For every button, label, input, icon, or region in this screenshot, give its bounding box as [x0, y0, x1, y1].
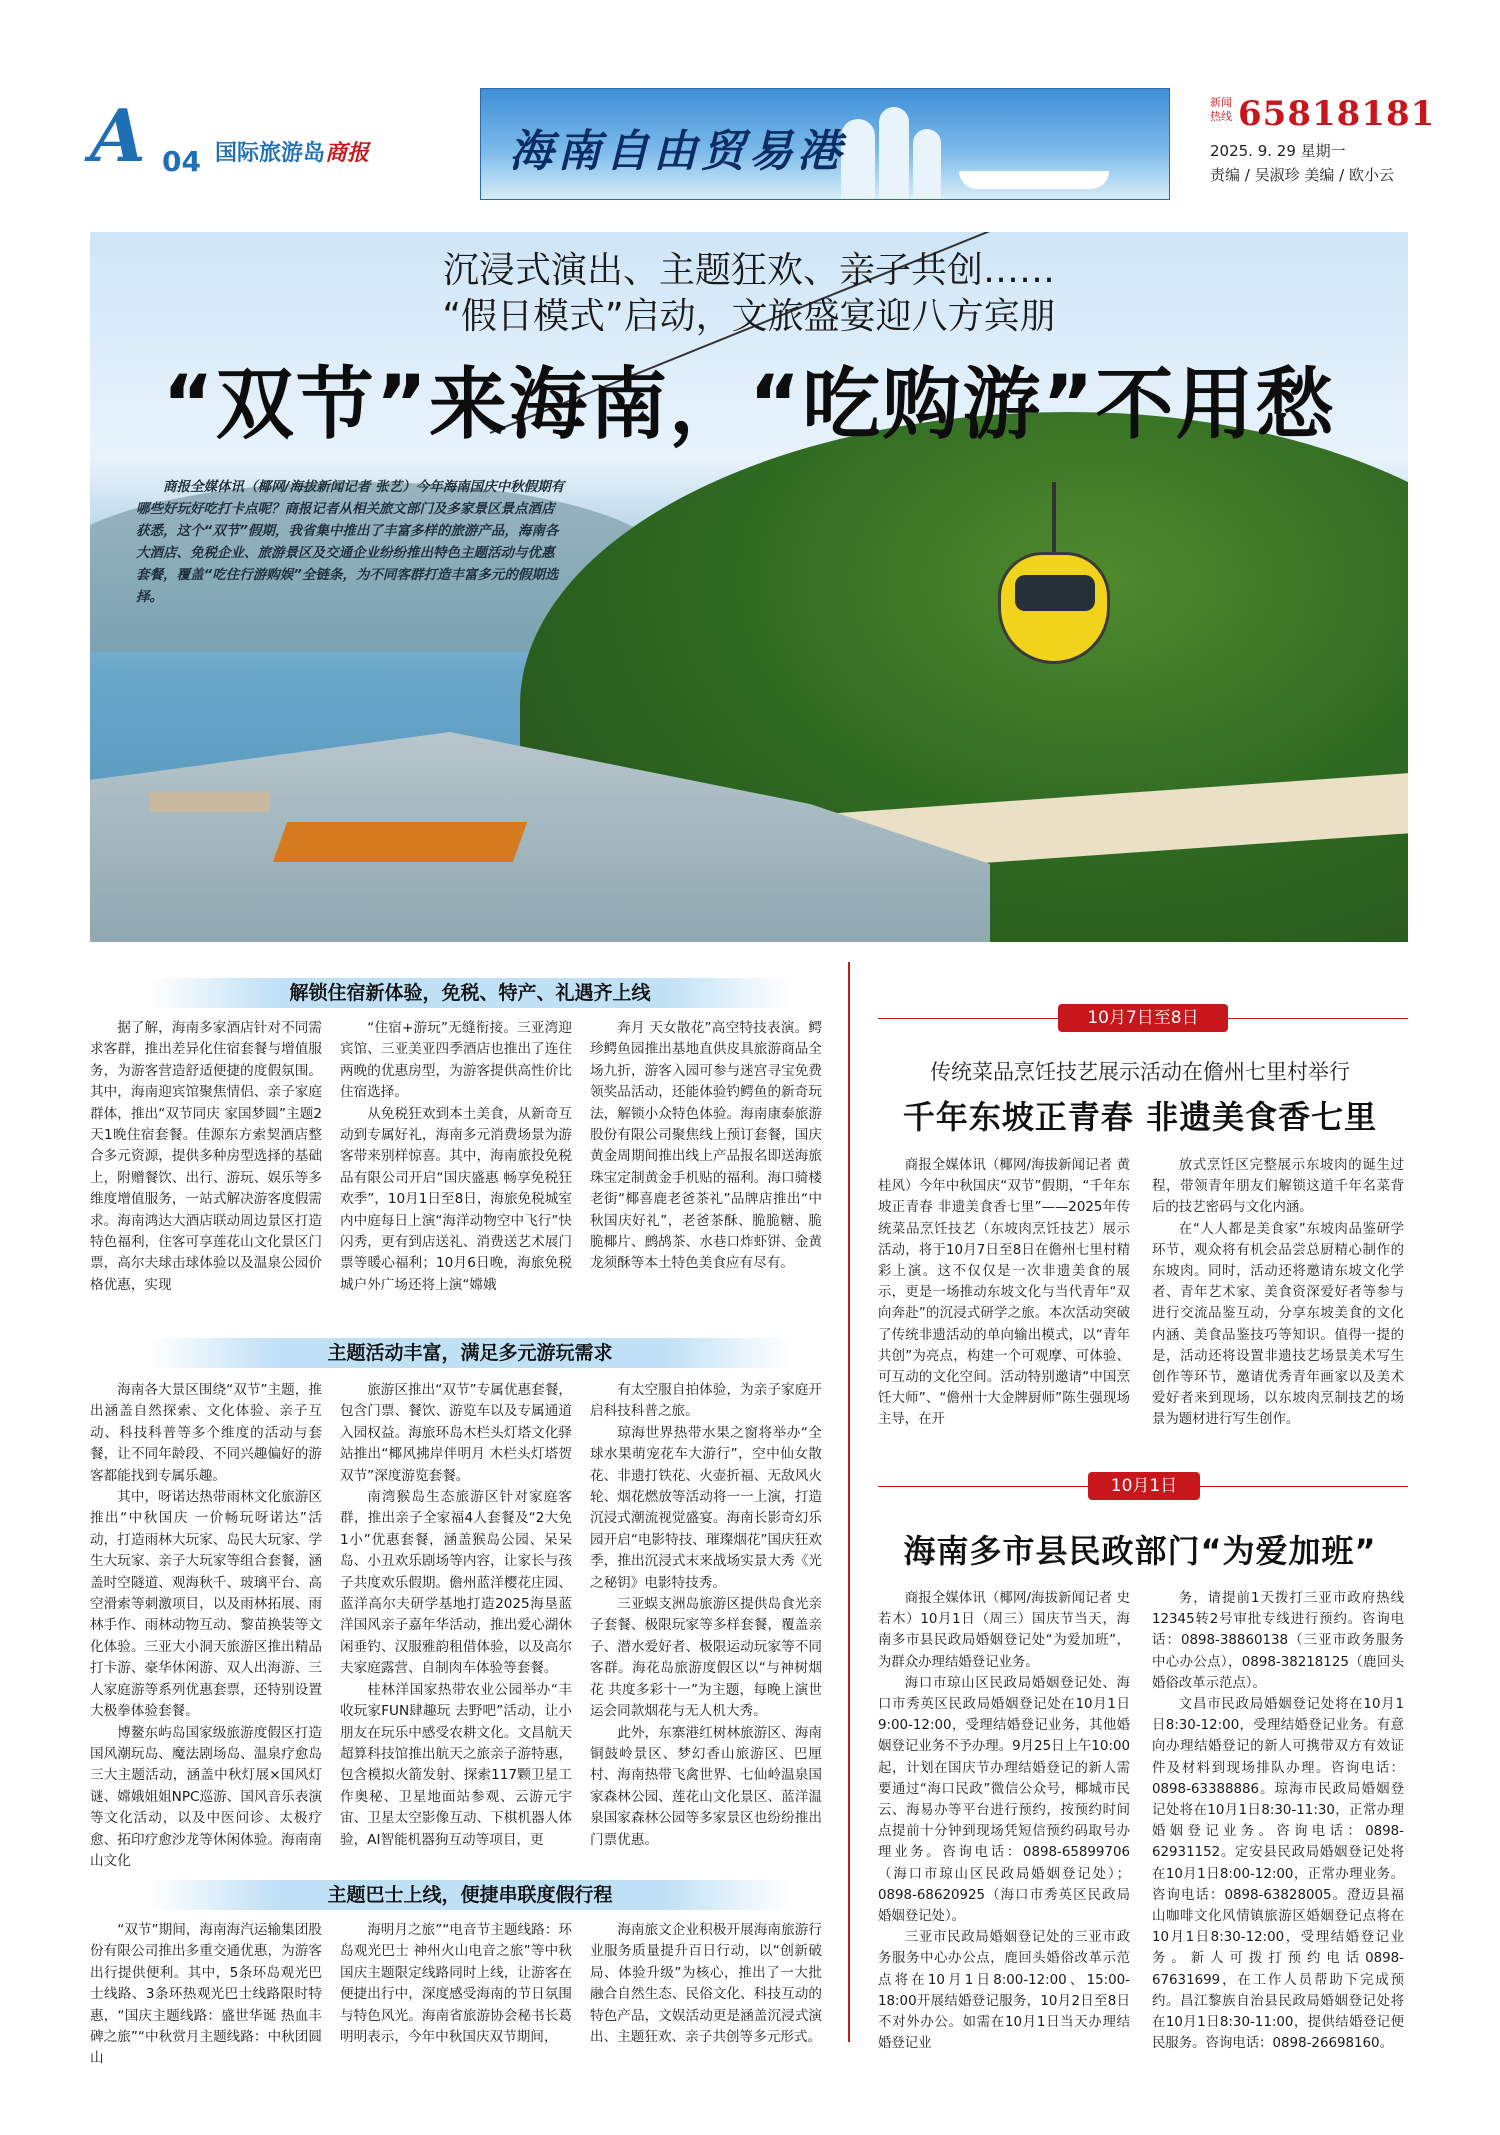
paper-logo — [215, 136, 369, 167]
hotline-number: 65818181 — [1238, 94, 1436, 134]
pill-rule — [878, 1486, 1088, 1487]
masthead — [90, 80, 1436, 190]
paragraph: 商报全媒体讯（椰网/海拔新闻记者 史若木）10月1日（周三）国庆节当天，海南多市县民政局婚姻登记处“为爱加班”，为群众办理结婚登记业务。 — [878, 1591, 1130, 1670]
section-heading: 解锁住宿新体验，免税、特产、礼遇齐上线 — [150, 978, 790, 1008]
page-number: 04 — [162, 145, 201, 178]
ship-icon — [959, 171, 1109, 189]
headline: “双节”来海南，“吃购游”不用愁 — [162, 360, 1336, 450]
article-title: 千年东坡正青春 非遗美食香七里 — [902, 1098, 1378, 1136]
paragraph: 三亚市民政局婚姻登记处的三亚市政务服务中心办公点，鹿回头婚俗改革示范点将在10月1日8:00-12:00、15:00-18:00开展结婚登记服务，10月2日至8日不对外办公。如需在10月1日当天办理结婚登记业 — [878, 1930, 1130, 2052]
paragraph: 务，请提前1天拨打三亚市政府热线12345转2号审批专线进行预约。咨询电话：0898-38860138（三亚市政务服务中心办公点），0898-38218125（鹿回头婚俗改革示范点）。 — [1152, 1591, 1404, 1691]
lead-paragraph: 商报全媒体讯（椰网/海拔新闻记者 张艺）今年海南国庆中秋假期有哪些好玩好吃打卡点呢？商报记者从相关旅文部门及多家景区景点酒店获悉，这个“双节”假期，我省集中推出了丰富多样的旅游产品，海南各大酒店、免税企业、旅游景区及交通企业纷纷推出特色主题活动与优惠套餐，覆盖“吃住行游购娱”全链条，为不同客群打造丰富多元的假期选择。 — [136, 479, 565, 605]
banner-title: 海南自由贸易港 — [509, 126, 845, 177]
section-heading: 主题巴士上线，便捷串联度假行程 — [150, 1880, 790, 1910]
article-column — [340, 1920, 572, 2048]
article-column — [1152, 1155, 1404, 1431]
issue-date: 2025. 9. 29 星期一 — [1210, 142, 1346, 160]
paragraph: 海明月之旅”“电音节主题线路：环岛观光巴士 神州火山电音之旅”等中秋国庆主题限定线路同时上线，让游客在便捷出行中，深度感受海南的节日氛围与特色风光。海南省旅游协会秘书长葛明明表示，今年中秋国庆双节期间， — [340, 1922, 572, 2046]
paragraph: 海南旅文企业积极开展海南旅游行业服务质量提升百日行动，以“创新破局、体验升级”为核心，推出了一大批融合自然生态、民俗文化、科技互动的特色产品，文娱活动更是涵盖沉浸式演出、主题狂欢、亲子共创等多元形式。 — [590, 1922, 822, 2046]
article-column — [340, 1380, 572, 1851]
paragraph: 海口市琼山区民政局婚姻登记处、海口市秀英区民政局婚姻登记处在10月1日9:00-12:00，受理结婚登记业务，其他婚姻登记业务不予办理。9月25日上午10:00起，计划在国庆节办理结婚登记的新人需要通过“海口民政”微信公众号，椰城市民云、海易办等平台进行预约，按预约时间点提前十分钟到现场凭短信预约码取号办理业务。咨询电话：0898-65899706（海口市琼山区民政局婚姻登记处）；0898-68620925（海口市秀英区民政局婚姻登记处）。 — [878, 1675, 1130, 1925]
paragraph: 此外，东寨港红树林旅游区、海南铜鼓岭景区、梦幻香山旅游区、巴厘村、海南热带飞禽世界、七仙岭温泉国家森林公园、莲花山文化景区、蓝洋温泉国家森林公园等多家景区也纷纷推出门票优惠。 — [590, 1724, 822, 1848]
tower-icon — [879, 107, 909, 199]
hotline-label: 新闻热线 — [1210, 96, 1232, 123]
article-kicker: 传统菜品烹饪技艺展示活动在儋州七里村举行 — [930, 1060, 1350, 1084]
article-column — [878, 1155, 1130, 1431]
paragraph: 桂林洋国家热带农业公园举办“丰收玩家FUN肆趣玩 去野吧”活动，让小朋友在玩乐中感受农耕文化。文昌航天超算科技馆推出航天之旅亲子游特惠，包含模拟火箭发射、探索117颗卫星工作奥秘、卫星地面站参观、云游元宇宙、卫星太空影像互动、下棋机器人体验，AI智能机器狗互动等项目，更 — [340, 1681, 572, 1848]
page-letter: A — [90, 93, 146, 178]
paragraph: “住宿+游玩”无缝衔接。三亚湾迎宾馆、三亚美亚四季酒店也推出了连住两晚的优惠房型，为游客提供高性价比住宿选择。 — [340, 1020, 572, 1101]
article-column — [90, 1018, 322, 1296]
hero-photo — [90, 232, 1408, 942]
roof-shape — [150, 792, 270, 812]
paragraph: 南湾猴岛生态旅游区针对家庭客群，推出亲子全家福4人套餐及“2大免1小”优惠套餐，涵盖猴岛公园、呆呆岛、小丑欢乐剧场等内容，让家长与孩子共度欢乐假期。儋州蓝洋樱花庄园、蓝洋高尔夫研学基地打造2025海垦蓝洋国风亲子嘉年华活动，推出爱心湖休闲垂钓、汉服雅韵租借体验，以及高尔夫家庭露营、自制肉车体验等套餐。 — [340, 1489, 572, 1677]
article-column — [590, 1018, 822, 1275]
tower-icon — [841, 119, 875, 199]
paragraph: 据了解，海南多家酒店针对不同需求客群，推出差异化住宿套餐与增值服务，为游客营造舒适便捷的度假氛围。其中，海南迎宾馆聚焦情侣、亲子家庭群体，推出“双节同庆 家国梦圆”主题2天1晚住宿套餐。佳源东方索契酒店整合多元资源，提供多种房型选择的基础上，附赠餐饮、出行、游玩、娱乐等多维度增值服务，一站式解决游客度假需求。海南鸿达大酒店联动周边景区打造特色福利，住客可享莲花山文化景区门票，高尔夫球击球体验以及温泉公园价格优惠，实现 — [90, 1020, 322, 1293]
paragraph: 奔月 天女散花”高空特技表演。鳄珍鳄鱼园推出基地直供皮具旅游商品全场九折，游客入园可参与迷宫寻宝免费领奖品活动，还能体验钓鳄鱼的新奇玩法，解锁小众特色体验。海南康泰旅游股份有限公司聚焦线上预订套餐，国庆黄金周期间推出线上产品报名即送海旅珠宝定制黄金手机贴的福利。海口骑楼老街“椰喜鹿老爸茶礼”品牌店推出“中秋国庆好礼”，老爸茶酥、脆脆糖、脆脆椰片、鹧鸪茶、水巷口炸虾饼、金黄龙须酥等本土特色美食应有尽有。 — [590, 1020, 822, 1272]
column-divider — [848, 962, 850, 2042]
article-column — [340, 1018, 572, 1296]
paragraph: 博鳌东屿岛国家级旅游度假区打造国风潮玩岛、魔法剧场岛、温泉疗愈岛三大主题活动，涵盖中秋灯展×国风灯谜、嫦娥姐姐NPC巡游、国风音乐表演等文化活动，以及中医问诊、太极疗愈、拓印疗愈沙龙等休闲体验。海南南山文化 — [90, 1724, 322, 1869]
tower-icon — [913, 129, 941, 199]
paragraph: 海南各大景区围绕“双节”主题，推出涵盖自然探索、文化体验、亲子互动、科技科普等多个维度的活动与套餐，让不同年龄段、不同兴趣偏好的游客都能找到专属乐趣。 — [90, 1382, 322, 1484]
paragraph: 其中，呀诺达热带雨林文化旅游区推出“中秋国庆 一价畅玩呀诺达”活动，打造雨林大玩家、岛民大玩家、学生大玩家、亲子大玩家等组合套餐，涵盖时空隧道、观海秋千、玻璃平台、高空滑索等刺激项目，以及雨林拓展、雨林手作、雨林动物互动、黎苗换装等文化体验。三亚大小洞天旅游区推出精品打卡游、豪华休闲游、双人出海游、三人家庭游等系列优惠套票，还特别设置大极拳体验套餐。 — [90, 1489, 322, 1720]
date-badge: 10月1日 — [1088, 1472, 1200, 1500]
roof-shape — [273, 822, 528, 862]
free-trade-port-banner — [480, 88, 1170, 200]
article-column — [590, 1380, 822, 1851]
article-column — [590, 1920, 822, 2048]
paragraph: 旅游区推出“双节”专属优惠套餐，包含门票、餐饮、游览车以及专属通道入园权益。海旅环岛木栏头灯塔文化驿站推出“椰风拂岸伴明月 木栏头灯塔贺双节”深度游览套餐。 — [340, 1382, 572, 1484]
pill-rule — [1228, 1018, 1408, 1019]
paragraph: 琼海世界热带水果之窗将举办“全球水果萌宠花车大游行”，空中仙女散花、非遗打铁花、火壶折福、无敌风火轮、烟花燃放等活动将一一上演，打造沉浸式潮流视觉盛宴。海南长影奇幻乐园开启“电影特技、璀璨烟花”国庆狂欢季，推出沉浸式末来战场实景大秀《光之秘钥》电影特技秀。 — [590, 1424, 822, 1591]
article-column — [878, 1588, 1130, 2054]
gondola-window — [1015, 575, 1095, 611]
hero-kicker: “假日模式”启动，文旅盛宴迎八方宾朋 — [442, 296, 1056, 337]
article-title: 海南多市县民政部门“为爱加班” — [903, 1532, 1377, 1570]
pill-rule — [1200, 1486, 1408, 1487]
cable-car-icon — [998, 552, 1110, 664]
paragraph: 三亚蜈支洲岛旅游区提供岛食光亲子套餐、极限玩家等多样套餐，覆盖亲子、潜水爱好者、极限运动玩家等不同客群。海花岛旅游度假区以“与神树烟花 共度多彩十一”为主题，每晚上演世运会同款烟花与无人机大秀。 — [590, 1596, 822, 1720]
gondola-arm — [1052, 482, 1056, 558]
paper-name: 国际旅游岛 — [215, 141, 326, 166]
paragraph: 放式烹饪区完整展示东坡肉的诞生过程，带领青年朋友们解锁这道千年名菜背后的技艺密码与文化内涵。 — [1152, 1158, 1404, 1216]
paragraph: 在“人人都是美食家”东坡肉品鉴研学环节，观众将有机会品尝总厨精心制作的东坡肉。同时，活动还将邀请东坡文化学者、青年艺术家、美食资深爱好者等参与进行交流品鉴互动，分享东坡美食的文化内涵、美食品鉴技巧等知识。值得一提的是，活动还将设置非遗技艺场景美术写生创作等环节，邀请优秀青年画家以及美术爱好者来到现场，以东坡肉烹制技艺的场景为题材进行写生创作。 — [1152, 1221, 1404, 1428]
article-column — [90, 1920, 322, 2070]
date-badge: 10月7日至8日 — [1058, 1004, 1228, 1032]
paragraph: 文昌市民政局婚姻登记处将在10月1日8:30-12:00，受理结婚登记业务。有意向办理结婚登记的新人可携带双方有效证件及材料到现场排队办理。咨询电话：0898-63388886。琼海市民政局婚姻登记处将在10月1日8:30-11:30，正常办理婚姻登记业务。咨询电话：0898-62931152。定安县民政局婚姻登记处将在10月1日8:00-12:00，正常办理业务。咨询电话：0898-63828005。澄迈县福山咖啡文化风情镇旅游区婚姻登记点将在10月1日8:30-12:00，受理结婚登记业务。新人可拨打预约电话0898-67631699，在工作人员帮助下完成预约。昌江黎族自治县民政局婚姻登记处将在10月1日8:30-11:00，提供结婚登记便民服务。咨询电话：0898-26698160。 — [1152, 1697, 1404, 2052]
paragraph: 有太空服自拍体验，为亲子家庭开启科技科普之旅。 — [590, 1382, 822, 1420]
editors-credit: 责编 / 吴淑珍 美编 / 欧小云 — [1210, 166, 1394, 184]
paragraph: 商报全媒体讯（椰网/海拔新闻记者 黄桂风）今年中秋国庆“双节”假期，“千年东坡正青春 非遗美食香七里”——2025年传统菜品烹饪技艺（东坡肉烹饪技艺）展示活动，将于10月7日至8日在儋州七里村精彩上演。这不仅仅是一次非遗美食的展示，更是一场推动东坡文化与当代青年“双向奔赴”的沉浸式研学之旅。本次活动突破了传统非遗活动的单向输出模式，以“青年共创”为亮点，构建一个可观摩、可体验、可互动的文化空间。活动特别邀请“中国烹饪大师”、“儋州十大金牌厨师”陈生强现场主导，在开 — [878, 1158, 1130, 1428]
article-column — [90, 1380, 322, 1872]
paper-name-red: 商报 — [325, 140, 370, 166]
section-heading: 主题活动丰富，满足多元游玩需求 — [150, 1338, 790, 1368]
hero-kicker: 沉浸式演出、主题狂欢、亲子共创…… — [442, 250, 1055, 291]
pill-rule — [878, 1018, 1058, 1019]
paragraph: 从免税狂欢到本土美食，从新奇互动到专属好礼，海南多元消费场景为游客带来别样惊喜。其中，海南旅投免税品有限公司开启“国庆盛惠 畅享免税狂欢季”，10月1日至8日，海旅免税城室内中庭每日上演“海洋动物空中飞行”快闪秀，更有到店送礼、消费送艺术展门票等暖心福利；10月6日晚，海旅免税城户外广场还将上演“嫦娥 — [340, 1105, 572, 1293]
paragraph: “双节”期间，海南海汽运输集团股份有限公司推出多重交通优惠，为游客出行提供便利。其中，5条环岛观光巴士线路、3条环热观光巴士线路限时特惠，“国庆主题线路：盛世华诞 热血丰碑之旅”“中秋赏月主题线路：中秋团圆 山 — [90, 1922, 322, 2067]
article-column — [1152, 1588, 1404, 2054]
